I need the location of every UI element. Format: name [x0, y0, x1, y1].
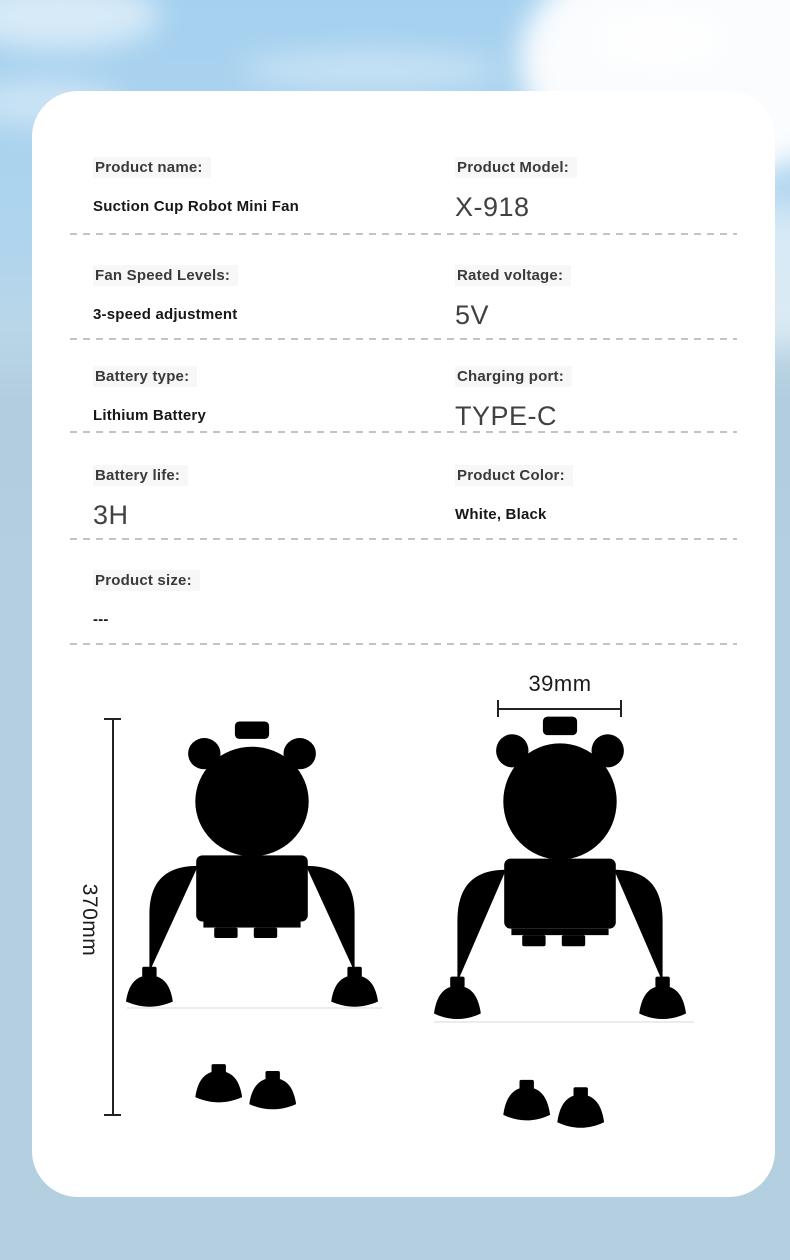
spec-row-battery-life: [70, 433, 737, 540]
spec-row-product-size: [70, 540, 737, 645]
width-dimension-line: [497, 708, 622, 710]
product-images-section: [32, 645, 775, 1197]
white-robot-fan-image: [425, 713, 695, 1137]
cloud: [590, 10, 730, 70]
spec-value-battery-life: 3H: [93, 500, 129, 530]
spec-value-product-name: Suction Cup Robot Mini Fan: [93, 198, 300, 215]
spec-label-product-model: Product Model:: [455, 157, 577, 178]
cloud: [240, 50, 500, 90]
spec-row-fan-speed: [70, 235, 737, 340]
spec-value-charging-port: TYPE-C: [455, 401, 558, 431]
height-dimension-line: [112, 718, 114, 1116]
spec-value-product-model: X-918: [455, 192, 530, 222]
spec-label-product-color: Product Color:: [455, 465, 573, 486]
spec-label-product-name: Product name:: [93, 157, 211, 178]
spec-label-battery-type: Battery type:: [93, 366, 197, 387]
black-robot-fan-image: [117, 718, 387, 1118]
spec-value-battery-type: Lithium Battery: [93, 407, 207, 424]
width-dimension-label: 39mm: [528, 671, 592, 696]
cloud: [0, 0, 160, 50]
spec-label-product-size: Product size:: [93, 570, 200, 591]
spec-label-battery-life: Battery life:: [93, 465, 188, 486]
spec-card: [32, 91, 775, 1197]
spec-row-product-name: [70, 91, 737, 235]
spec-value-fan-speed: 3-speed adjustment: [93, 306, 238, 323]
spec-value-product-size: ---: [93, 611, 109, 628]
height-dimension-label: 370mm: [78, 883, 101, 957]
spec-row-battery-type: [70, 340, 737, 433]
spec-label-fan-speed: Fan Speed Levels:: [93, 265, 238, 286]
spec-table: [32, 91, 775, 645]
spec-value-product-color: White, Black: [455, 506, 547, 523]
spec-label-charging-port: Charging port:: [455, 366, 572, 387]
spec-label-rated-voltage: Rated voltage:: [455, 265, 571, 286]
spec-value-rated-voltage: 5V: [455, 300, 490, 330]
